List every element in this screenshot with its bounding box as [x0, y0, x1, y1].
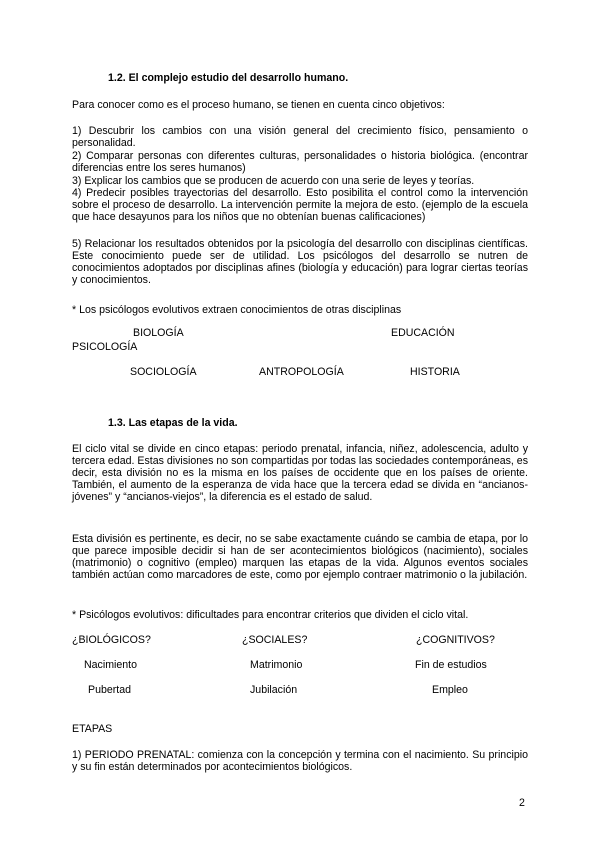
criteria-nacimiento: Nacimiento — [84, 659, 137, 671]
disciplines-note: * Los psicólogos evolutivos extraen conocimientos de otras disciplinas — [72, 304, 402, 316]
objective-4: 4) Predecir posibles trayectorias del desarrollo. Esto posibilita el control como la intervención sobre el proceso de desarrollo. La intervención permite la mejora de esto. (ejemplo de la escuela que hace desayunos para los niños que no obtenían buenas calificaciones) — [72, 187, 528, 223]
criteria-note: * Psicólogos evolutivos: dificultades para encontrar criterios que dividen el ciclo vital. — [72, 609, 469, 621]
etapas-paragraph-1: El ciclo vital se divide en cinco etapas: periodo prenatal, infancia, niñez, adolescencia, adulto y tercera edad. Estas divisiones no son compartidas por todas las sociedades contemporáneas, es decir, esta división no es la misma en los países de occidente que en los países de oriente. También, el aumento de la esperanza de vida hace que la tercera edad se divida en “ancianos- jóvenes” y “ancianos-viejos”, la diferencia es el estado de salud. — [72, 443, 528, 503]
criteria-fin-estudios: Fin de estudios — [415, 659, 487, 671]
discipline-historia: HISTORIA — [410, 366, 460, 378]
etapas-paragraph-2: Esta división es pertinente, es decir, no se sabe exactamente cuándo se cambia de etapa, por lo que parece imposible decidir si han de ser acontecimientos biológicos (nacimiento), sociales (matrimonio) o cognitivo (empleo) marquen las etapas de la vida. Algunos eventos sociales también actúan como marcadores de este, como por ejemplo contraer matrimonio o la jubilación. — [72, 533, 528, 581]
criteria-header-biologicos: ¿BIOLÓGICOS? — [72, 634, 151, 646]
prenatal-paragraph: 1) PERIODO PRENATAL: comienza con la concepción y termina con el nacimiento. Su principio y su fin están determinados por acontecimientos biológicos. — [72, 749, 528, 773]
criteria-matrimonio: Matrimonio — [250, 659, 303, 671]
criteria-jubilacion: Jubilación — [250, 684, 298, 696]
objective-5: 5) Relacionar los resultados obtenidos por la psicología del desarrollo con disciplinas científicas. Este conocimiento puede ser de utilidad. Los psicólogos del desarrollo se nutren de conocimientos adoptados por disciplinas afines (biología y educación) para lograr ciertas teorías y conocimientos. — [72, 238, 528, 286]
heading-1-3: 1.3. Las etapas de la vida. — [108, 417, 238, 429]
page-number: 2 — [519, 797, 525, 809]
discipline-biologia: BIOLOGÍA — [133, 327, 184, 339]
intro-text: Para conocer como es el proceso humano, se tienen en cuenta cinco objetivos: — [72, 99, 445, 111]
discipline-psicologia: PSICOLOGÍA — [72, 341, 138, 353]
objective-3: 3) Explicar los cambios que se producen de acuerdo con una serie de leyes y teorías. — [72, 175, 475, 187]
etapas-label: ETAPAS — [72, 723, 113, 735]
criteria-header-sociales: ¿SOCIALES? — [242, 634, 308, 646]
heading-1-2: 1.2. El complejo estudio del desarrollo humano. — [108, 72, 349, 84]
objective-1: 1) Descubrir los cambios con una visión general del crecimiento físico, pensamiento o personalidad. — [72, 125, 528, 149]
discipline-antropologia: ANTROPOLOGÍA — [259, 366, 344, 378]
criteria-header-cognitivos: ¿COGNITIVOS? — [416, 634, 495, 646]
discipline-educacion: EDUCACIÓN — [391, 327, 455, 339]
discipline-sociologia: SOCIOLOGÍA — [130, 366, 197, 378]
criteria-empleo: Empleo — [432, 684, 468, 696]
criteria-pubertad: Pubertad — [88, 684, 131, 696]
objective-2: 2) Comparar personas con diferentes culturas, personalidades o historia biológica. (encontrar diferencias entre los seres humanos) — [72, 150, 528, 174]
